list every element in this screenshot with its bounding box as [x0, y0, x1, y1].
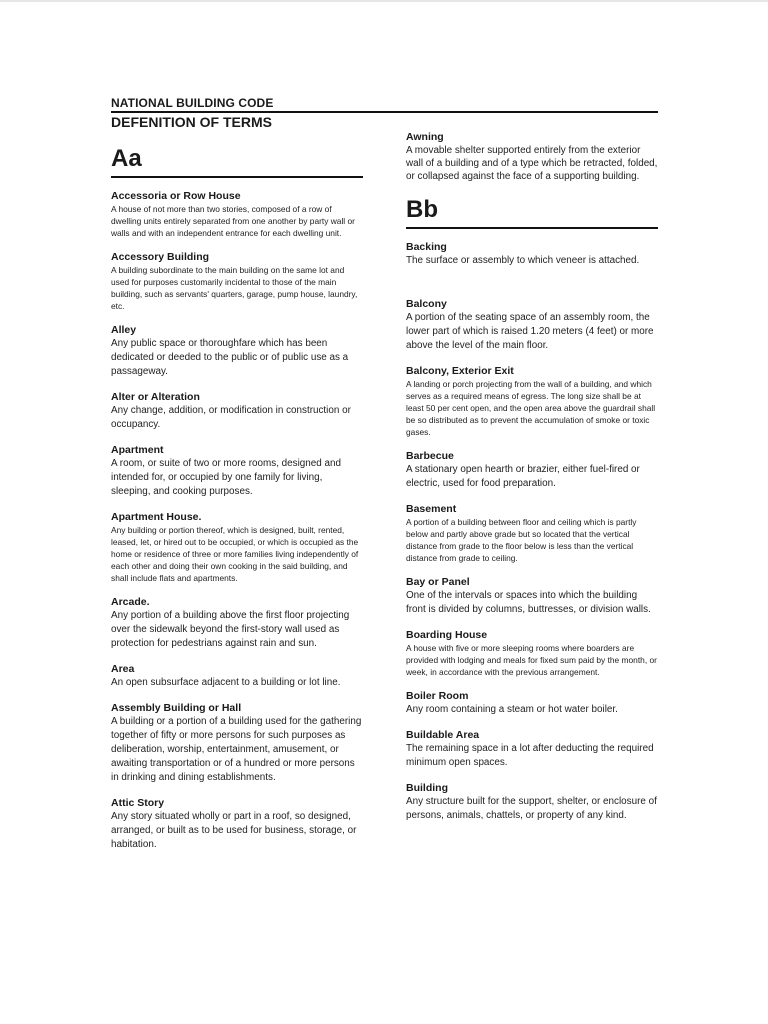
term-name: Balcony [406, 298, 447, 310]
term-name: Boiler Room [406, 690, 469, 702]
code-title: NATIONAL BUILDING CODE [111, 96, 274, 110]
term-entry [406, 782, 658, 823]
term-entry [406, 690, 658, 717]
term-entry [111, 190, 363, 239]
term-definition: The remaining space in a lot after deducting the required minimum open spaces. [406, 743, 654, 768]
term-name: Balcony, Exterior Exit [406, 365, 514, 377]
term-entry [406, 241, 658, 268]
term-definition: Any public space or thoroughfare which has been dedicated or deeded to the public or of public use as a passageway. [111, 338, 349, 377]
term-name: Arcade. [111, 596, 150, 608]
term-name: Alley [111, 324, 137, 336]
letter-rule [111, 176, 363, 178]
term-entry [406, 131, 658, 183]
term-definition: A building subordinate to the main building on the same lot and used for purposes customarily incidental to those of the main building, such as servants' quarters, garage, pump house, laundry, etc. [111, 265, 358, 311]
term-name: Accessory Building [111, 251, 210, 263]
term-entry [111, 251, 363, 312]
letter-rule [406, 227, 658, 229]
term-entry [406, 629, 658, 678]
term-definition: One of the intervals or spaces into which the building front is divided by columns, buttresses, or division walls. [406, 590, 651, 615]
term-name: Area [111, 663, 135, 675]
term-definition: A portion of a building between floor and ceiling which is partly below and partly above grade but so located that the vertical distance from grade to the floor below is less than the vertical distance from grade to ceiling. [406, 517, 637, 563]
term-name: Bay or Panel [406, 576, 470, 588]
term-definition: A landing or porch projecting from the wall of a building, and which serves as a required means of egress. The long size shall be at least 50 per cent open, and the open area above the guardrail shall be so distributed as to prevent the accumulation of smoke or toxic gases. [406, 379, 656, 437]
term-entry [406, 365, 658, 438]
left-column [111, 140, 363, 864]
term-entry [111, 324, 363, 379]
term-name: Assembly Building or Hall [111, 702, 242, 714]
term-name: Apartment House. [111, 511, 202, 523]
term-entry [111, 702, 363, 785]
term-entry [406, 503, 658, 564]
term-entry [111, 511, 363, 584]
term-name: Barbecue [406, 450, 454, 462]
term-name: Boarding House [406, 629, 488, 641]
term-entry [406, 450, 658, 491]
term-name: Building [406, 782, 448, 794]
right-column [406, 131, 658, 835]
term-definition: A portion of the seating space of an assembly room, the lower part of which is raised 1.20 meters (4 feet) or more above the level of the main floor. [406, 312, 654, 351]
term-entry [111, 797, 363, 852]
term-name: Basement [406, 503, 457, 515]
term-definition: A stationary open hearth or brazier, either fuel-fired or electric, used for food preparation. [406, 464, 640, 489]
term-entry [111, 444, 363, 499]
term-definition: Any change, addition, or modification in construction or occupancy. [111, 405, 351, 430]
term-entry [406, 576, 658, 617]
term-entry [111, 663, 363, 690]
term-entry [111, 391, 363, 432]
term-name: Accessoria or Row House [111, 190, 241, 202]
term-definition: Any story situated wholly or part in a roof, so designed, arranged, or built as to be used for business, storage, or habitation. [111, 811, 357, 850]
term-name: Buildable Area [406, 729, 480, 741]
document-header [111, 96, 657, 110]
term-definition: A room, or suite of two or more rooms, designed and intended for, or occupied by one family for living, sleeping, and cooking purposes. [111, 458, 341, 497]
section-title: DEFENITION OF TERMS [111, 114, 272, 130]
term-definition: A house with five or more sleeping rooms where boarders are provided with lodging and meals for fixed sum paid by the month, or week, in accordance with the previous arrangement. [406, 643, 657, 677]
letter-heading-b: Bb [406, 196, 438, 223]
term-definition: An open subsurface adjacent to a building or lot line. [111, 677, 341, 688]
term-definition: A movable shelter supported entirely from the exterior wall of a building and of a type which be retracted, folded, or collapsed against the face of a supporting building. [406, 145, 658, 182]
term-definition: Any building or portion thereof, which is designed, built, rented, leased, let, or hired out to be occupied, or which is occupied as the home or residence of three or more families living independently of each other and doing their own cooking in the said building, and shall include flats and apartments. [111, 525, 359, 583]
term-name: Awning [406, 131, 444, 143]
term-definition: Any structure built for the support, shelter, or enclosure of persons, animals, chattels, or property of any kind. [406, 796, 657, 821]
term-definition: The surface or assembly to which veneer is attached. [406, 255, 640, 266]
term-name: Attic Story [111, 797, 165, 809]
term-entry [111, 596, 363, 651]
term-name: Alter or Alteration [111, 391, 200, 403]
term-definition: Any portion of a building above the first floor projecting over the sidewalk beyond the first-story wall used as protection for pedestrians against rain and sun. [111, 610, 350, 649]
header-rule [111, 111, 658, 113]
term-definition: Any room containing a steam or hot water boiler. [406, 704, 618, 715]
term-name: Apartment [111, 444, 164, 456]
term-definition: A house of not more than two stories, composed of a row of dwelling units entirely separated from one another by party wall or walls and with an independent entrance for each dwelling unit. [111, 204, 355, 238]
term-definition: A building or a portion of a building used for the gathering together of fifty or more persons for such purposes as deliberation, worship, entertainment, amusement, or awaiting transportation or of a hundred or more persons in drinking and dining establishments. [111, 716, 362, 783]
term-entry [406, 729, 658, 770]
term-entry [406, 298, 658, 353]
term-name: Backing [406, 241, 447, 253]
letter-heading-a: Aa [111, 145, 142, 172]
